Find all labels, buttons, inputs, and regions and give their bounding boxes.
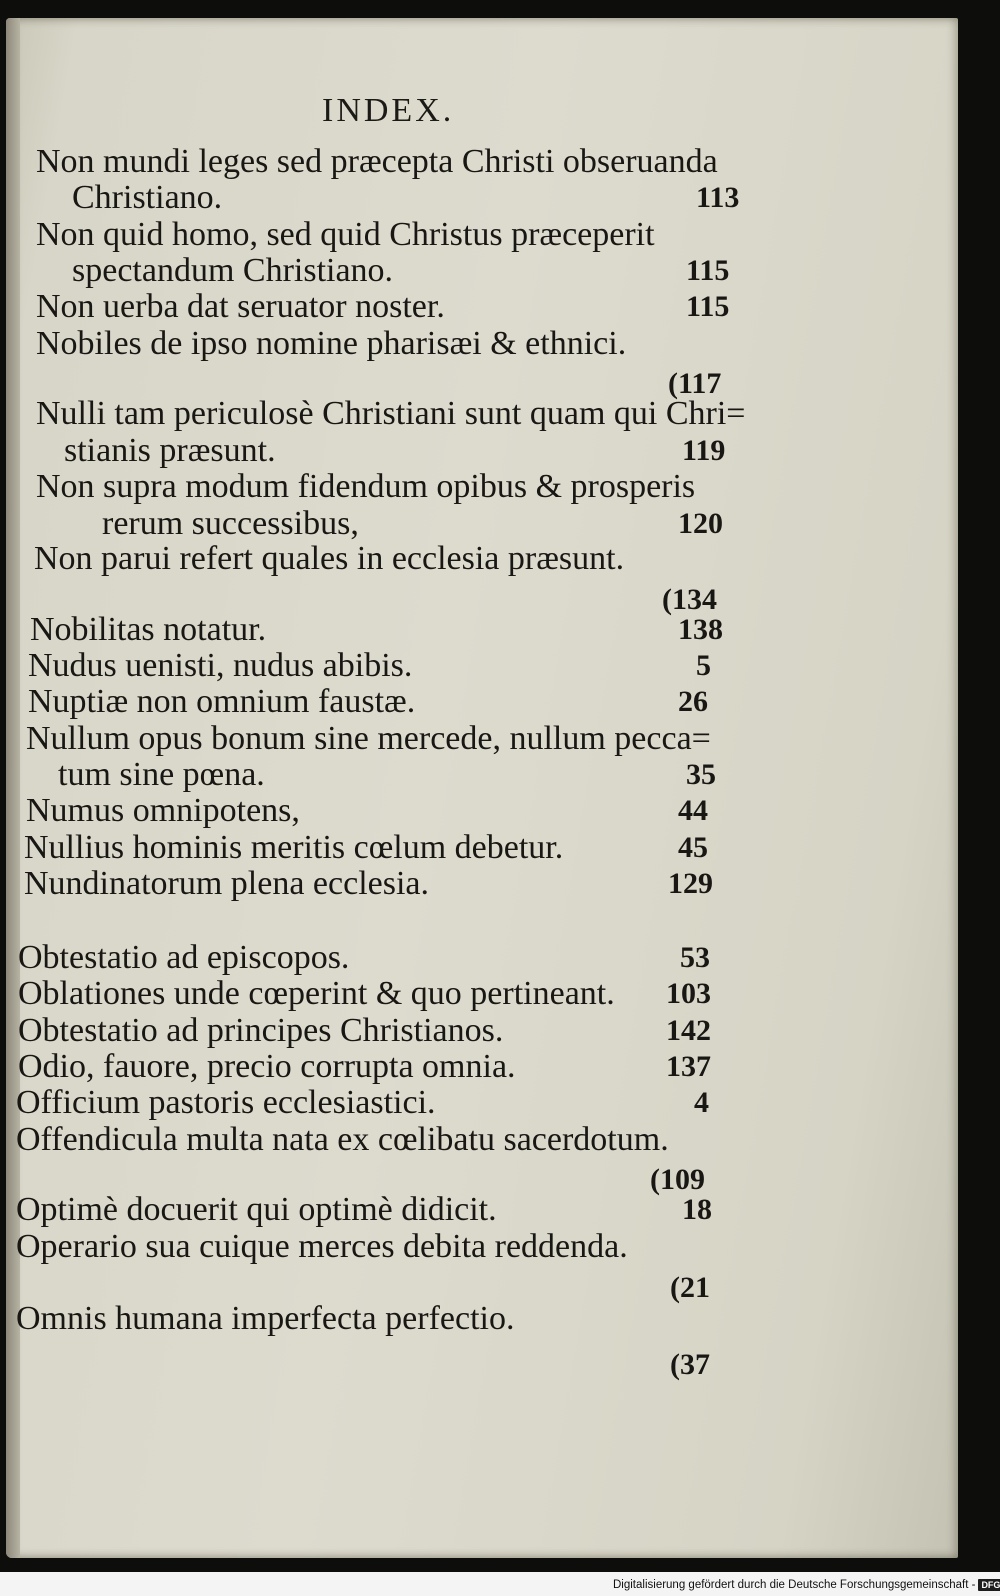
index-entry [6, 467, 958, 507]
entry-text: Christiano. [72, 179, 223, 216]
entry-page: (21 [670, 1271, 710, 1304]
entry-text: Non supra modum fidendum opibus & prosperis [36, 468, 696, 505]
entry-text: Non parui refert quales in ecclesia præsunt. [34, 540, 625, 577]
entry-page: 4 [694, 1086, 709, 1119]
entry-page: 53 [680, 941, 710, 974]
running-head: INDEX. [322, 92, 455, 129]
entry-text: Offendicula multa nata ex cœlibatu sacerdotum. [16, 1121, 669, 1158]
index-entry [6, 719, 958, 759]
entry-text: Obtestatio ad episcopos. [18, 939, 350, 976]
entry-text: Nobilitas notatur. [30, 611, 267, 648]
entry-page: 120 [678, 507, 723, 540]
index-entry [6, 1299, 958, 1339]
entry-page: (37 [670, 1348, 710, 1381]
entry-text: Nuptiæ non omnium faustæ. [28, 683, 416, 720]
book-page [6, 18, 958, 1558]
index-entry [6, 1120, 958, 1160]
entry-page: 35 [686, 758, 716, 791]
index-entry [6, 974, 958, 1014]
index-entry [6, 755, 958, 795]
dfg-logo: DFG [978, 1579, 1000, 1591]
entry-text: Officium pastoris ecclesiastici. [16, 1084, 436, 1121]
entry-page: (109 [650, 1163, 705, 1196]
digitization-credit [613, 1577, 1000, 1593]
entry-text: Oblationes unde cœperint & quo pertineant. [18, 975, 615, 1012]
entry-page: 137 [666, 1050, 711, 1083]
index-entry [6, 828, 958, 868]
index-entry [6, 539, 958, 579]
index-entry [6, 1345, 958, 1385]
index-entry [6, 864, 958, 904]
index-entry [6, 938, 958, 978]
entry-text: tum sine pœna. [58, 756, 265, 793]
entry-text: stianis præsunt. [64, 432, 276, 469]
entry-text: Operario sua cuique merces debita reddenda. [16, 1228, 628, 1265]
index-entry [6, 287, 958, 327]
entry-text: Nullius hominis meritis cœlum debetur. [24, 829, 564, 866]
entry-text: Nobiles de ipso nomine pharisæi & ethnici. [36, 325, 627, 362]
index-entry [6, 1190, 958, 1230]
entry-text: Non quid homo, sed quid Christus præceperit [36, 216, 655, 253]
entry-text: Obtestatio ad principes Christianos. [18, 1012, 504, 1049]
entry-page: 115 [686, 254, 730, 287]
index-entry [6, 1011, 958, 1051]
entry-page: 26 [678, 685, 708, 718]
index-entry [6, 431, 958, 471]
entry-text: Non mundi leges sed præcepta Christi obseruanda [36, 143, 718, 180]
index-entry [6, 646, 958, 686]
entry-text: Odio, fauore, precio corrupta omnia. [18, 1048, 516, 1085]
entry-page: 18 [682, 1193, 712, 1226]
index-entry [6, 682, 958, 722]
entry-page: 115 [686, 290, 730, 323]
entry-page: 113 [696, 181, 740, 214]
entry-page: 5 [696, 649, 711, 682]
entry-text: Numus omnipotens, [26, 792, 300, 829]
index-entry [6, 610, 958, 650]
index-entry [6, 394, 958, 434]
entry-page: 129 [668, 867, 713, 900]
entry-text: Nullum opus bonum sine mercede, nullum pecca= [26, 720, 711, 757]
entry-text: Nudus uenisti, nudus abibis. [28, 647, 413, 684]
index-entry [6, 178, 958, 218]
index-entry [6, 1227, 958, 1267]
entry-text: Optimè docuerit qui optimè didicit. [16, 1191, 497, 1228]
entry-page: (117 [668, 367, 722, 400]
index-entry [6, 791, 958, 831]
entry-page: 45 [678, 831, 708, 864]
index-entry [6, 1083, 958, 1123]
entry-page: 138 [678, 613, 723, 646]
entry-page: 44 [678, 794, 708, 827]
entry-text: rerum successibus, [102, 505, 359, 542]
entry-text: Omnis humana imperfecta perfectio. [16, 1300, 515, 1337]
credit-text: Digitalisierung gefördert durch die Deutsche Forschungsgemeinschaft - [613, 1579, 976, 1591]
entry-page: 119 [682, 434, 726, 467]
entry-page: 103 [666, 977, 711, 1010]
entry-page: (134 [662, 583, 717, 616]
index-entry [6, 1047, 958, 1087]
index-entry [6, 215, 958, 255]
index-entry [6, 504, 958, 544]
index-entry [6, 251, 958, 291]
entry-text: Non uerba dat seruator noster. [36, 288, 445, 325]
index-entry [6, 324, 958, 364]
entry-text: spectandum Christiano. [72, 252, 394, 289]
entry-page: 142 [666, 1014, 711, 1047]
entry-text: Nulli tam periculosè Christiani sunt quam qui Chri= [36, 395, 746, 432]
index-entry [6, 142, 958, 182]
entry-text: Nundinatorum plena ecclesia. [24, 865, 430, 902]
